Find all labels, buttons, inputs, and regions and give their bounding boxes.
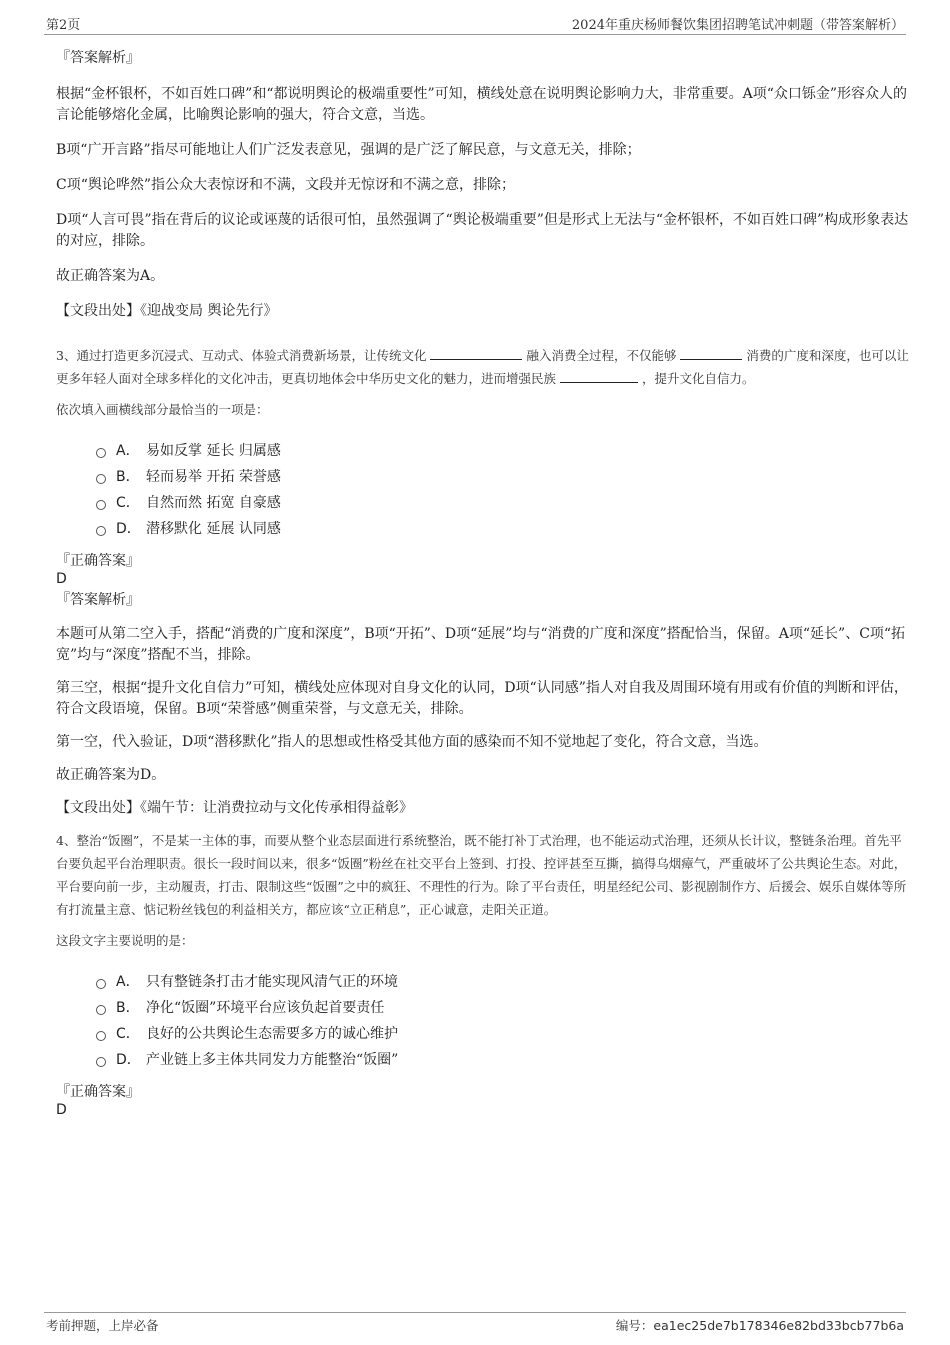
radio-icon[interactable] bbox=[96, 448, 106, 458]
page-number: 第2页 bbox=[46, 18, 81, 33]
radio-icon[interactable] bbox=[96, 1057, 106, 1067]
option-letter: A． bbox=[116, 974, 140, 990]
radio-icon[interactable] bbox=[96, 1005, 106, 1015]
q3-options bbox=[96, 437, 910, 541]
radio-icon[interactable] bbox=[96, 474, 106, 484]
option-text: 轻而易举 开拓 荣誉感 bbox=[146, 469, 281, 485]
q2-source: 【文段出处】《迎战变局 舆论先行》 bbox=[56, 303, 278, 319]
q3-blank-2 bbox=[680, 346, 742, 360]
q4-option-d[interactable] bbox=[96, 1046, 910, 1072]
option-text: 良好的公共舆论生态需要多方的诚心维护 bbox=[146, 1026, 398, 1042]
radio-icon[interactable] bbox=[96, 979, 106, 989]
q3-option-c[interactable] bbox=[96, 489, 910, 515]
radio-icon[interactable] bbox=[96, 500, 106, 510]
option-text: 易如反掌 延长 归属感 bbox=[146, 443, 281, 459]
document-code: 编号：ea1ec25de7b178346e82bd33bcb77b6a bbox=[615, 1318, 904, 1333]
q3-option-b[interactable] bbox=[96, 463, 910, 489]
q4-option-b[interactable] bbox=[96, 994, 910, 1020]
option-text: 产业链上多主体共同发力方能整治“饭圈” bbox=[146, 1052, 399, 1068]
main-content bbox=[56, 42, 910, 1119]
q4-option-c[interactable] bbox=[96, 1020, 910, 1046]
option-letter: D． bbox=[116, 1052, 141, 1068]
q3-conclusion: 故正确答案为D。 bbox=[56, 767, 166, 783]
q4-answer-label: 『正确答案』 bbox=[56, 1084, 140, 1100]
option-letter: C． bbox=[116, 495, 140, 511]
option-letter: B． bbox=[116, 469, 140, 485]
q3-stem-part4: ，提升文化自信力。 bbox=[641, 371, 755, 386]
radio-icon[interactable] bbox=[96, 526, 106, 536]
option-letter: C． bbox=[116, 1026, 140, 1042]
q3-analysis-p1: 本题可从第二空入手，搭配“消费的广度和深度”，B项“开拓”、D项“延展”均与“消费的广度和深度”搭配恰当，保留。A项“延长”、C项“拓宽”均与“深度”搭配不当，排除。 bbox=[56, 626, 906, 663]
q4-stem: 4、整治“饭圈”，不是某一主体的事，而要从整个业态层面进行系统整治，既不能打补丁式治理，也不能运动式治理，还须从长计议，整链条治理。首先平台要负起平台治理职责。很长一段时间以来，很多“饭圈”粉丝在社交平台上签到、打投、控评甚至互撕，搞得乌烟瘴气，严重破坏了公共舆论生态。对此，平台要向前一步，主动履责，打击、限制这些“饭圈”之中的疯狂、不理性的行为。除了平台责任，明星经纪公司、影视剧制作方、后援会、娱乐自媒体等所有打流量主意、惦记粉丝钱包的利益相关方，都应该“立正稍息”，正心诚意，走阳关正道。 bbox=[56, 833, 907, 917]
q3-answer-label: 『正确答案』 bbox=[56, 553, 140, 569]
q3-option-d[interactable] bbox=[96, 515, 910, 541]
q2-analysis-p4: D项“人言可畏”指在背后的议论或诬蔑的话很可怕，虽然强调了“舆论极端重要”但是形式上无法与“金杯银杯，不如百姓口碑”构成形象表达的对应，排除。 bbox=[56, 212, 909, 249]
radio-icon[interactable] bbox=[96, 1031, 106, 1041]
q3-analysis-label: 『答案解析』 bbox=[56, 592, 140, 608]
option-letter: B． bbox=[116, 1000, 140, 1016]
q2-analysis-p3: C项“舆论哗然”指公众大表惊讶和不满，文段并无惊讶和不满之意，排除； bbox=[56, 177, 516, 193]
q3-source: 【文段出处】《端午节：让消费拉动与文化传承相得益彰》 bbox=[56, 800, 413, 816]
q3-blank-3 bbox=[560, 369, 638, 383]
q2-analysis-p2: B项“广开言路”指尽可能地让人们广泛发表意见，强调的是广泛了解民意，与文意无关，排除； bbox=[56, 142, 641, 158]
option-text: 自然而然 拓宽 自豪感 bbox=[146, 495, 281, 511]
q4-prompt: 这段文字主要说明的是： bbox=[56, 933, 194, 948]
q3-option-a[interactable] bbox=[96, 437, 910, 463]
q3-stem-part2: 融入消费全过程，不仅能够 bbox=[526, 348, 677, 363]
q3-analysis-p3: 第一空，代入验证，D项“潜移默化”指人的思想或性格受其他方面的感染而不知不觉地起了变化，符合文意，当选。 bbox=[56, 734, 768, 750]
q3-stem-part3: 消费的广度和深度，也可以让更多年轻人面对全球多样化的文化冲击，更真切地体会中华历史文化的魅力，进而增强民族 bbox=[56, 348, 909, 386]
q3-answer: D bbox=[56, 571, 67, 587]
option-letter: A． bbox=[116, 443, 140, 459]
q3-blank-1 bbox=[430, 346, 522, 360]
option-text: 只有整链条打击才能实现风清气正的环境 bbox=[146, 974, 398, 990]
q3-stem-part1: 3、通过打造更多沉浸式、互动式、体验式消费新场景，让传统文化 bbox=[56, 348, 427, 363]
q2-analysis-p1: 根据“金杯银杯，不如百姓口碑”和“都说明舆论的极端重要性”可知，横线处意在说明舆论影响力大，非常重要。A项“众口铄金”形容众人的言论能够熔化金属，比喻舆论影响的强大，符合文意，当选。 bbox=[56, 86, 908, 123]
q3-analysis-p2: 第三空，根据“提升文化自信力”可知，横线处应体现对自身文化的认同，D项“认同感”指人对自我及周围环境有用或有价值的判断和评估，符合文段语境，保留。B项“荣誉感”侧重荣誉，与文意无关，排除。 bbox=[56, 680, 908, 717]
q4-options bbox=[96, 968, 910, 1072]
q2-analysis-label: 『答案解析』 bbox=[56, 50, 140, 66]
footer-slogan: 考前押题，上岸必备 bbox=[46, 1318, 159, 1333]
q3-stem bbox=[56, 344, 910, 390]
page-footer bbox=[44, 1312, 906, 1337]
q4-option-a[interactable] bbox=[96, 968, 910, 994]
option-text: 潜移默化 延展 认同感 bbox=[146, 521, 281, 537]
document-title: 2024年重庆杨师餐饮集团招聘笔试冲刺题（带答案解析） bbox=[571, 18, 904, 33]
page-header bbox=[44, 12, 906, 35]
q3-prompt: 依次填入画横线部分最恰当的一项是： bbox=[56, 402, 269, 417]
q2-conclusion: 故正确答案为A。 bbox=[56, 268, 165, 284]
q4-answer: D bbox=[56, 1102, 67, 1118]
option-text: 净化“饭圈”环境平台应该负起首要责任 bbox=[146, 1000, 385, 1016]
option-letter: D． bbox=[116, 521, 141, 537]
